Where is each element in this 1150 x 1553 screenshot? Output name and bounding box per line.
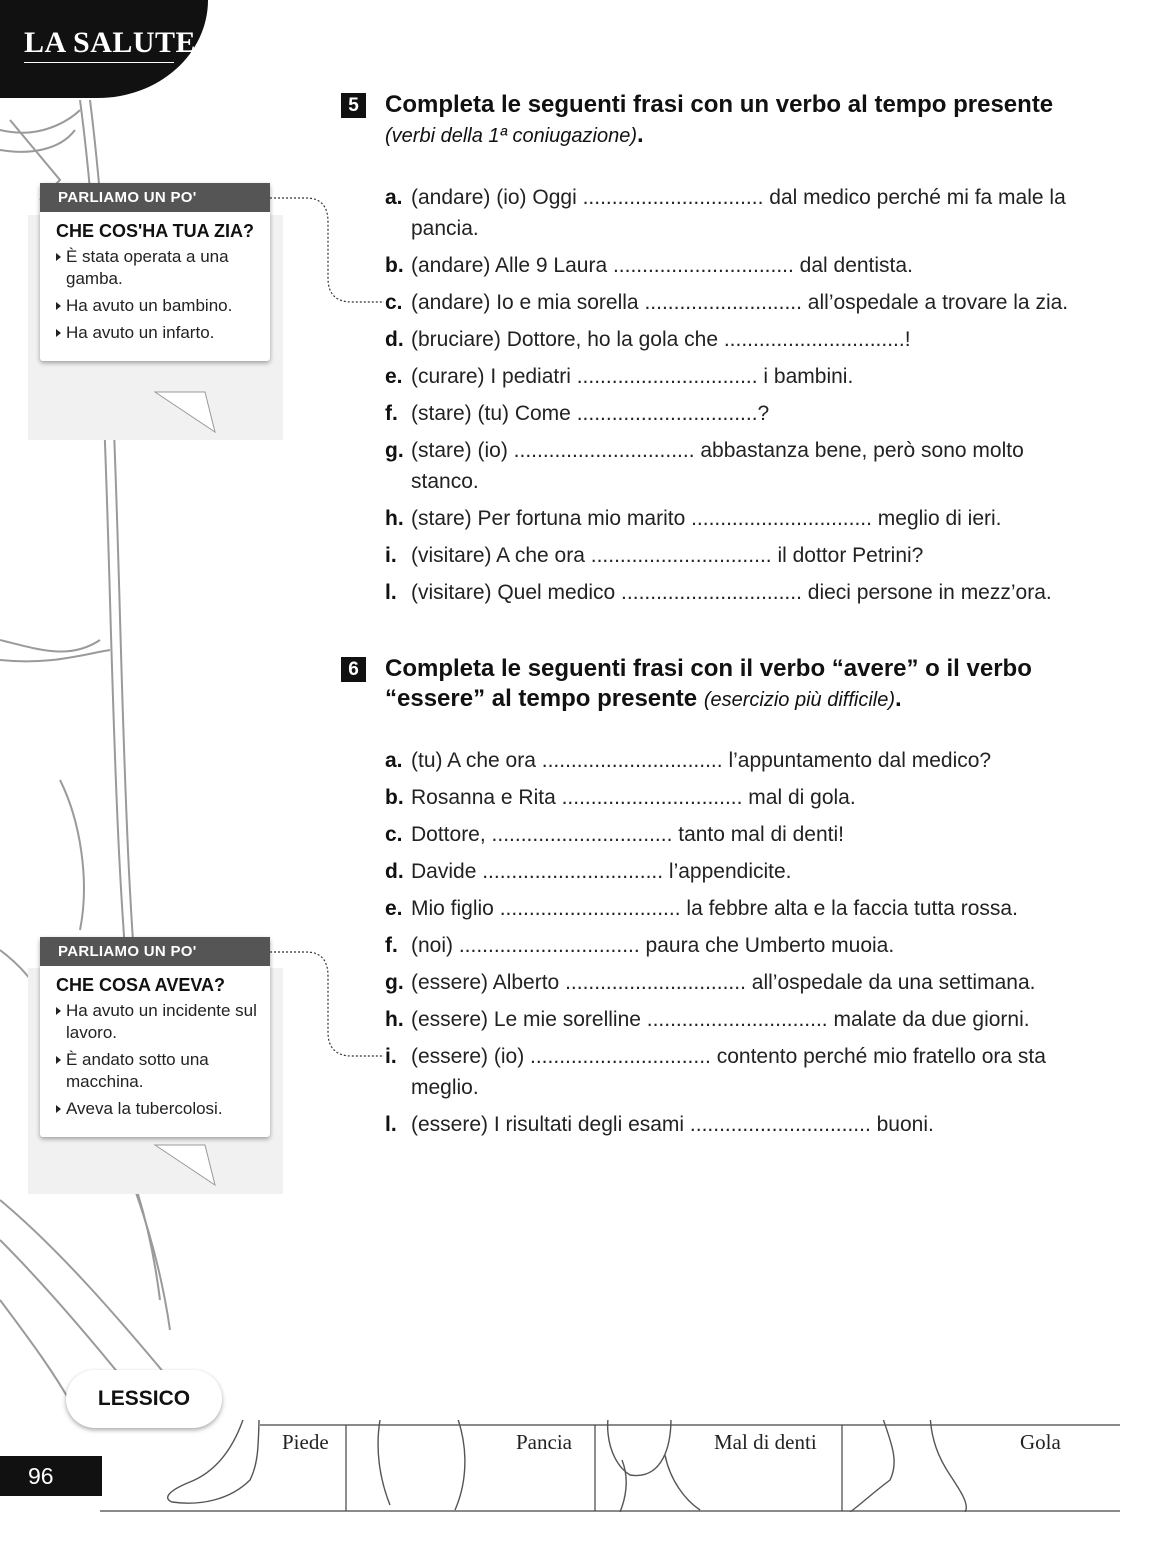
item-text: Davide ............................... l’appendicite. xyxy=(411,860,792,883)
exercise-header xyxy=(341,654,1081,715)
callout-heading: PARLIAMO UN PO' xyxy=(40,937,270,966)
item-text: (stare) Per fortuna mio marito ............................... meglio di ieri. xyxy=(411,507,1002,530)
lessico-word-piede: Piede xyxy=(282,1430,329,1454)
exercise-title xyxy=(385,654,1065,715)
item-label: e. xyxy=(385,897,403,920)
item-label: i. xyxy=(385,544,397,567)
exercise-item xyxy=(385,503,1075,534)
exercise-subtitle: (verbi della 1ª coniugazione) xyxy=(385,125,637,147)
item-label: f. xyxy=(385,402,398,425)
lessico-label: LESSICO xyxy=(66,1370,222,1428)
item-text: (stare) (tu) Come ...............................? xyxy=(411,402,770,425)
exercise-item xyxy=(385,435,1075,497)
exercise-item xyxy=(385,819,1075,850)
item-label: h. xyxy=(385,1008,404,1031)
item-label: a. xyxy=(385,749,403,772)
callout-connector-line xyxy=(266,190,386,310)
exercise-items xyxy=(385,745,1075,1146)
callout-list-item: Ha avuto un bambino. xyxy=(56,295,260,317)
callout-parliamo-1 xyxy=(40,183,270,361)
callout-list-item: È stata operata a una gamba. xyxy=(56,246,260,290)
exercise-item xyxy=(385,250,1075,281)
exercise-title-text: Completa le seguenti frasi con il verbo “avere” o il verbo “essere” al tempo presente xyxy=(385,655,1032,712)
callout-list-item: Ha avuto un infarto. xyxy=(56,322,260,344)
exercise-item xyxy=(385,398,1075,429)
item-text: (visitare) Quel medico ............................... dieci persone in mezz’ora. xyxy=(411,581,1052,604)
item-text: (stare) (io) ............................... abbastanza bene, però sono molto stanco. xyxy=(411,439,1024,493)
item-label: g. xyxy=(385,971,404,994)
exercise-number: 5 xyxy=(341,93,366,118)
chapter-title: LA SALUTE xyxy=(24,26,197,59)
item-text: Mio figlio ............................... la febbre alta e la faccia tutta rossa. xyxy=(411,897,1018,920)
lessico-word-pancia: Pancia xyxy=(516,1430,572,1454)
item-text: (essere) Alberto ............................... all’ospedale da una settimana. xyxy=(411,971,1036,994)
chapter-title-underline xyxy=(24,62,174,63)
item-label: i. xyxy=(385,1045,397,1068)
item-label: d. xyxy=(385,328,404,351)
item-text: (visitare) A che ora ............................... il dottor Petrini? xyxy=(411,544,924,567)
exercise-title-punct: . xyxy=(894,685,902,712)
exercise-item xyxy=(385,361,1075,392)
exercise-item xyxy=(385,930,1075,961)
callout-title: CHE COS'HA TUA ZIA? xyxy=(56,221,254,241)
callout-title: CHE COSA AVEVA? xyxy=(56,975,226,995)
item-text: Dottore, ............................... tanto mal di denti! xyxy=(411,823,845,846)
item-label: e. xyxy=(385,365,403,388)
exercise-6 xyxy=(341,654,1081,1136)
item-text: (noi) ............................... paura che Umberto muoia. xyxy=(411,934,895,957)
item-label: g. xyxy=(385,439,404,462)
exercise-item xyxy=(385,324,1075,355)
item-label: c. xyxy=(385,291,403,314)
exercise-item xyxy=(385,856,1075,887)
item-text: (essere) I risultati degli esami ............................... buoni. xyxy=(411,1113,934,1136)
item-text: (essere) (io) ............................... contento perché mio fratello ora sta meglio. xyxy=(411,1045,1046,1099)
throat-sketch xyxy=(850,1420,966,1512)
item-text: (andare) (io) Oggi ............................... dal medico perché mi fa male la pancia. xyxy=(411,186,1066,240)
exercise-item xyxy=(385,745,1075,776)
callout-list-item: Aveva la tubercolosi. xyxy=(56,1098,260,1120)
exercise-item xyxy=(385,287,1075,318)
exercise-item xyxy=(385,1041,1075,1103)
callout-heading: PARLIAMO UN PO' xyxy=(40,183,270,212)
item-label: c. xyxy=(385,823,403,846)
exercise-items xyxy=(385,182,1075,614)
callout-list-item: È andato sotto una macchina. xyxy=(56,1049,260,1093)
item-text: (bruciare) Dottore, ho la gola che ...............................! xyxy=(411,328,911,351)
lessico-illustration-strip xyxy=(100,1420,1120,1512)
exercise-item xyxy=(385,782,1075,813)
exercise-item xyxy=(385,967,1075,998)
belly-sketch xyxy=(378,1420,465,1510)
item-text: (andare) Io e mia sorella ........................... all’ospedale a trovare la zia. xyxy=(411,291,1069,314)
exercise-header xyxy=(341,90,1081,151)
exercise-item xyxy=(385,893,1075,924)
item-label: l. xyxy=(385,581,397,604)
item-text: (curare) I pediatri ............................... i bambini. xyxy=(411,365,854,388)
toothache-sketch xyxy=(608,1420,700,1512)
lessico-word-mal-di-denti: Mal di denti xyxy=(714,1430,817,1454)
item-label: f. xyxy=(385,934,398,957)
exercise-title-text: Completa le seguenti frasi con un verbo al tempo presente xyxy=(385,91,1054,118)
item-label: d. xyxy=(385,860,404,883)
lessico-word-gola: Gola xyxy=(1020,1430,1061,1454)
exercise-title-punct: . xyxy=(637,121,644,148)
item-text: (tu) A che ora ............................... l’appuntamento dal medico? xyxy=(411,749,992,772)
exercise-title xyxy=(385,90,1053,151)
callout-parliamo-2 xyxy=(40,937,270,1137)
exercise-5 xyxy=(341,90,1081,604)
item-label: l. xyxy=(385,1113,397,1136)
callout-list xyxy=(40,246,270,361)
exercise-subtitle: (esercizio più difficile) xyxy=(703,689,895,711)
exercise-item xyxy=(385,1004,1075,1035)
exercise-item xyxy=(385,577,1075,608)
item-label: a. xyxy=(385,186,403,209)
callout-connector-line xyxy=(266,944,386,1064)
callout-list xyxy=(40,1000,270,1137)
page-number: 96 xyxy=(0,1456,102,1496)
item-label: b. xyxy=(385,254,404,277)
item-label: h. xyxy=(385,507,404,530)
item-label: b. xyxy=(385,786,404,809)
item-text: Rosanna e Rita ............................... mal di gola. xyxy=(411,786,856,809)
callout-list-item: Ha avuto un incidente sul lavoro. xyxy=(56,1000,260,1044)
exercise-number: 6 xyxy=(341,657,366,682)
foot-sketch xyxy=(168,1420,260,1503)
exercise-item xyxy=(385,182,1075,244)
item-text: (andare) Alle 9 Laura ............................... dal dentista. xyxy=(411,254,913,277)
exercise-item xyxy=(385,540,1075,571)
exercise-item xyxy=(385,1109,1075,1140)
item-text: (essere) Le mie sorelline ............................... malate da due giorni. xyxy=(411,1008,1030,1031)
